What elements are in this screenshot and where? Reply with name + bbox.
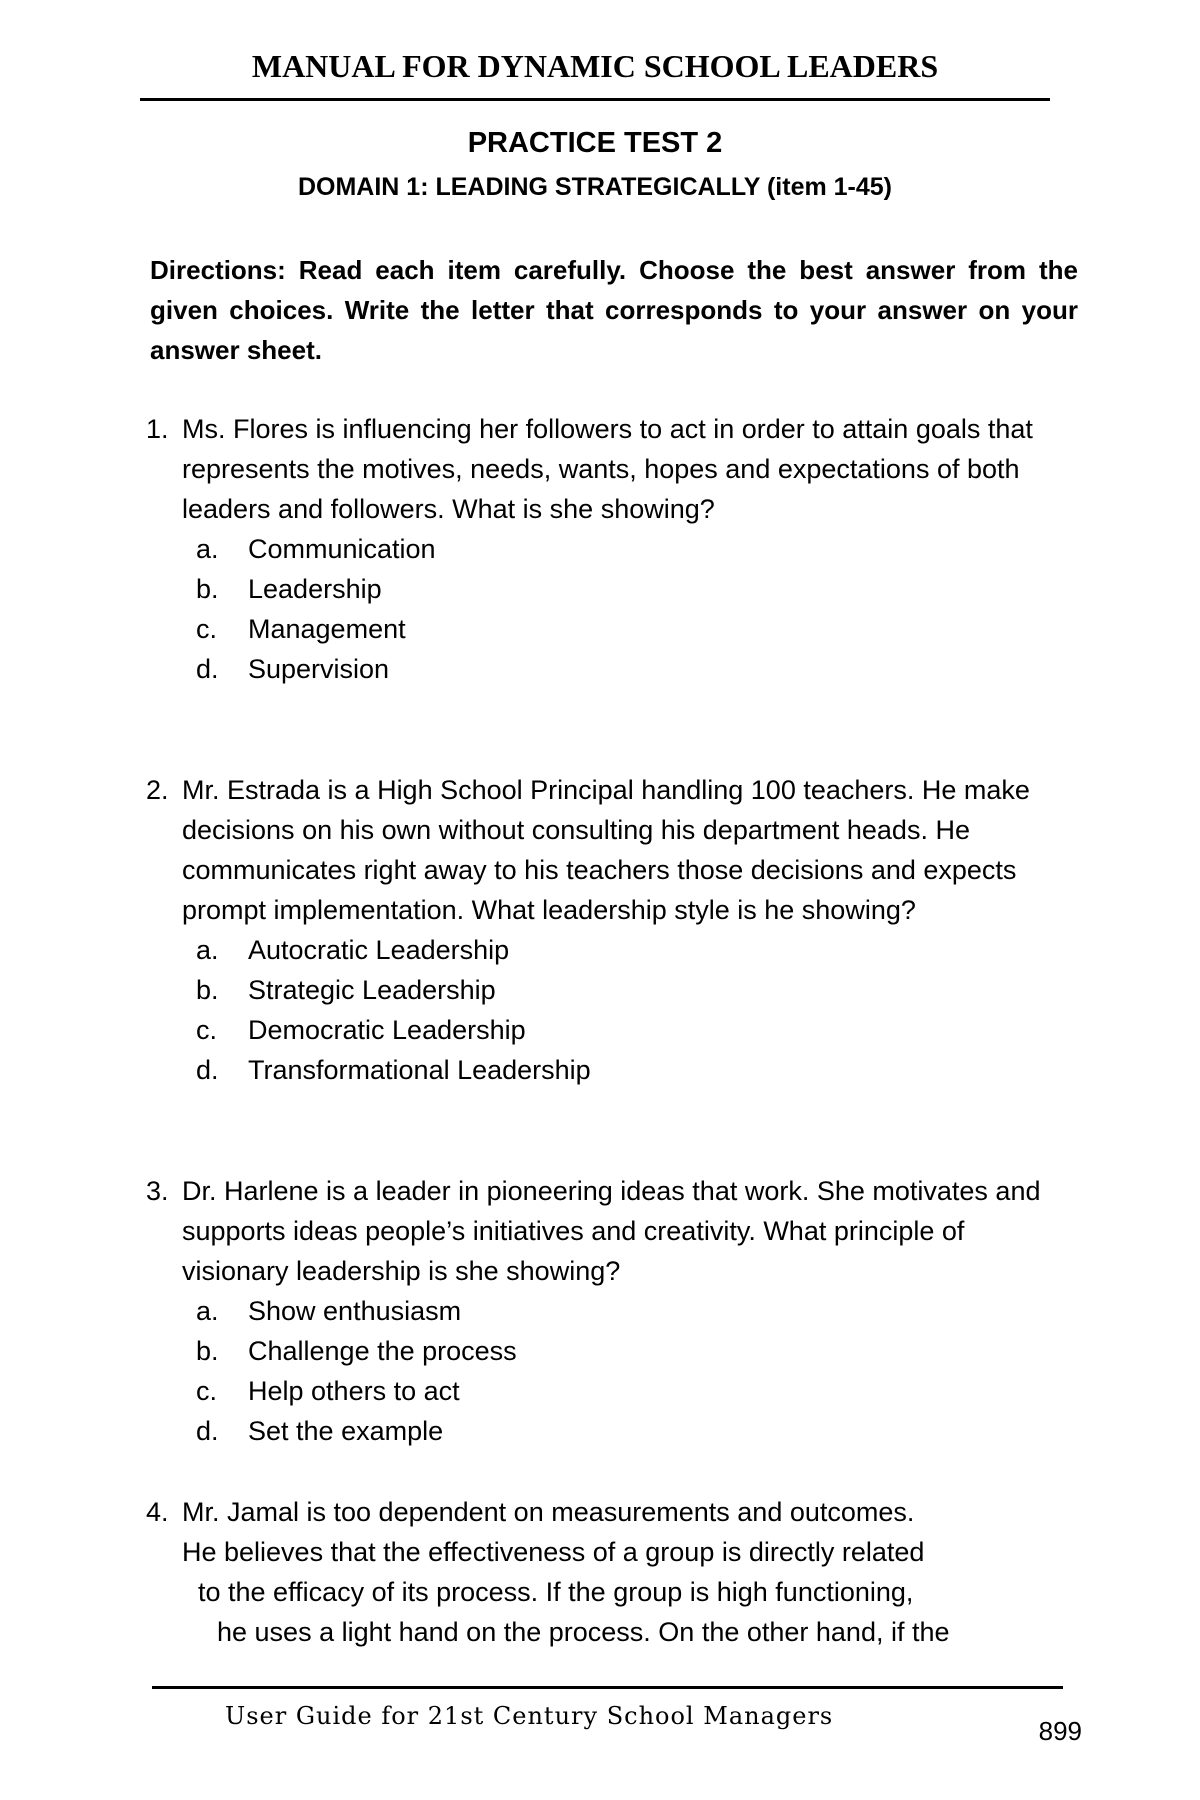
option-a — [196, 930, 1076, 970]
question-number: 3. — [146, 1176, 169, 1206]
question-number: 1. — [146, 414, 169, 444]
question-number: 2. — [146, 775, 169, 805]
options-list — [146, 930, 1076, 1090]
option-text: Show enthusiasm — [248, 1296, 462, 1326]
question-stem — [146, 1492, 1076, 1652]
option-d — [196, 1411, 1076, 1451]
option-text: Help others to act — [248, 1376, 460, 1406]
question-stem — [146, 1171, 1076, 1291]
question-text-line: He believes that the effectiveness of a group is directly related — [182, 1537, 925, 1567]
question-2 — [146, 770, 1076, 1090]
question-stem — [146, 409, 1076, 529]
question-number: 4. — [146, 1497, 169, 1527]
question-text-line: Mr. Jamal is too dependent on measurements and outcomes. — [182, 1497, 915, 1527]
option-b — [196, 970, 1076, 1010]
question-text: Dr. Harlene is a leader in pioneering ideas that work. She motivates and supports ideas people’s initiatives and creativity. What principle of visionary leadership is she showing? — [182, 1176, 1041, 1286]
option-text: Set the example — [248, 1416, 444, 1446]
question-text-line: he uses a light hand on the process. On the other hand, if the — [217, 1617, 950, 1647]
question-text — [182, 1492, 1076, 1652]
question-text: Ms. Flores is influencing her followers to act in order to attain goals that represents the motives, needs, wants, hopes and expectations of both leaders and followers. What is she showing? — [182, 414, 1033, 524]
option-letter: b. — [196, 1336, 219, 1366]
question-text-line: to the efficacy of its process. If the group is high functioning, — [198, 1577, 914, 1607]
option-letter: b. — [196, 975, 219, 1005]
option-b — [196, 569, 1076, 609]
manual-header-title: MANUAL FOR DYNAMIC SCHOOL LEADERS — [251, 48, 939, 84]
option-letter: c. — [196, 614, 218, 644]
page-number: 899 — [1038, 1716, 1082, 1746]
option-text: Challenge the process — [248, 1336, 517, 1366]
option-letter: d. — [196, 1416, 219, 1446]
option-c — [196, 1010, 1076, 1050]
option-c — [196, 609, 1076, 649]
question-3 — [146, 1171, 1076, 1451]
footer-text: User Guide for 21st Century School Managers — [225, 1702, 834, 1730]
option-d — [196, 1050, 1076, 1090]
question-1 — [146, 409, 1076, 689]
option-text: Transformational Leadership — [248, 1055, 591, 1085]
practice-test-title: PRACTICE TEST 2 — [467, 127, 723, 159]
option-text: Autocratic Leadership — [248, 935, 510, 965]
option-c — [196, 1371, 1076, 1411]
option-a — [196, 529, 1076, 569]
option-text: Democratic Leadership — [248, 1015, 526, 1045]
option-letter: a. — [196, 935, 219, 965]
options-list — [146, 529, 1076, 689]
option-text: Leadership — [248, 574, 382, 604]
option-letter: d. — [196, 654, 219, 684]
option-letter: c. — [196, 1376, 218, 1406]
option-text: Communication — [248, 534, 436, 564]
question-text: Mr. Estrada is a High School Principal handling 100 teachers. He make decisions on his own without consulting his department heads. He communicates right away to his teachers those decisions and expects prompt implementation. What leadership style is he showing? — [182, 775, 1030, 925]
option-text: Management — [248, 614, 406, 644]
question-4 — [146, 1492, 1076, 1652]
option-letter: a. — [196, 534, 219, 564]
header-rule — [140, 98, 1050, 101]
option-letter: d. — [196, 1055, 219, 1085]
option-text: Strategic Leadership — [248, 975, 496, 1005]
option-a — [196, 1291, 1076, 1331]
option-letter: c. — [196, 1015, 218, 1045]
question-stem — [146, 770, 1076, 930]
option-d — [196, 649, 1076, 689]
option-b — [196, 1331, 1076, 1371]
footer-rule — [152, 1686, 1063, 1689]
options-list — [146, 1291, 1076, 1451]
option-letter: b. — [196, 574, 219, 604]
domain-title: DOMAIN 1: LEADING STRATEGICALLY (item 1-45) — [297, 173, 893, 201]
directions-text: Directions: Read each item carefully. Choose the best answer from the given choices. Write the letter that corresponds to your answer on your answer sheet. — [150, 255, 1078, 365]
option-letter: a. — [196, 1296, 219, 1326]
option-text: Supervision — [248, 654, 390, 684]
